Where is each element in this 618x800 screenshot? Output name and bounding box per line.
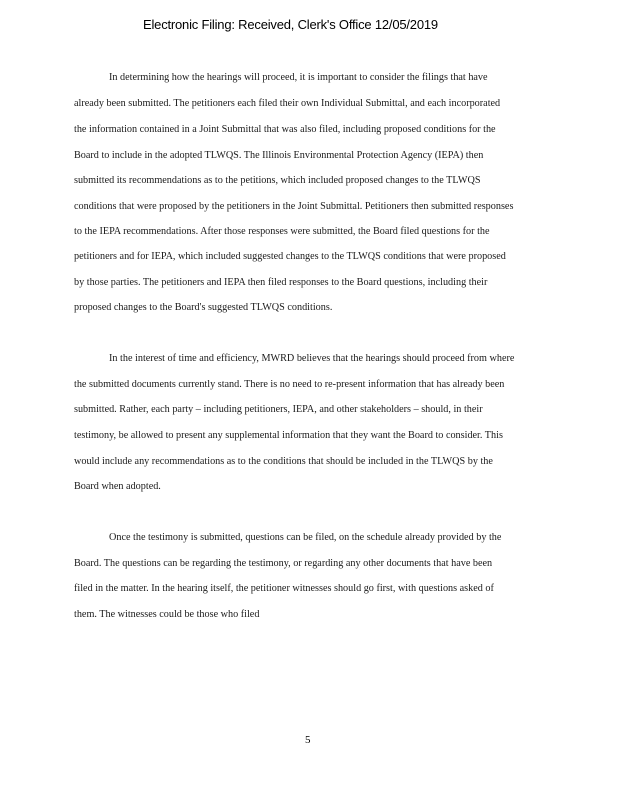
paragraph-1-line: submitted its recommendations as to the petitions, which included proposed changes to the TLWQS (74, 175, 481, 186)
paragraph-1-line: already been submitted. The petitioners each filed their own Individual Submittal, and each incorporated (74, 98, 501, 109)
paragraph-3-line: Once the testimony is submitted, questions can be filed, on the schedule already provided by the (109, 532, 502, 543)
paragraph-1-line: to the IEPA recommendations. After those responses were submitted, the Board filed questions for the (74, 226, 490, 237)
paragraph-2-line: testimony, be allowed to present any supplemental information that they want the Board to consider. This (74, 430, 503, 441)
paragraph-3-line: filed in the matter. In the hearing itself, the petitioner witnesses should go first, with questions asked of (74, 583, 494, 594)
paragraph-2-line: Board when adopted. (74, 481, 161, 492)
paragraph-1-line: the information contained in a Joint Submittal that was also filed, including proposed conditions for the (74, 124, 496, 135)
paragraph-1-line: conditions that were proposed by the petitioners in the Joint Submittal. Petitioners then submitted responses (74, 201, 514, 212)
paragraph-1-line: petitioners and for IEPA, which included suggested changes to the TLWQS conditions that were proposed (74, 251, 506, 262)
paragraph-1-line: Board to include in the adopted TLWQS. The Illinois Environmental Protection Agency (IEPA) then (74, 150, 484, 161)
paragraph-3-line: them. The witnesses could be those who filed (74, 609, 260, 620)
paragraph-1-line: proposed changes to the Board's suggested TLWQS conditions. (74, 302, 333, 313)
paragraph-2-line: would include any recommendations as to the conditions that should be included in the TLWQS by the (74, 456, 493, 467)
paragraph-2-line: the submitted documents currently stand. There is no need to re-present information that has already been (74, 379, 505, 390)
paragraph-1-line: by those parties. The petitioners and IEPA then filed responses to the Board questions, including their (74, 277, 488, 288)
paragraph-1-line: In determining how the hearings will proceed, it is important to consider the filings that have (109, 72, 488, 83)
paragraph-2-line: submitted. Rather, each party – including petitioners, IEPA, and other stakeholders – should, in their (74, 404, 483, 415)
page-number: 5 (305, 734, 311, 746)
electronic-filing-stamp: Electronic Filing: Received, Clerk's Office 12/05/2019 (143, 17, 438, 32)
paragraph-2-line: In the interest of time and efficiency, MWRD believes that the hearings should proceed from where (109, 353, 515, 364)
paragraph-3-line: Board. The questions can be regarding the testimony, or regarding any other documents that have been (74, 558, 493, 569)
